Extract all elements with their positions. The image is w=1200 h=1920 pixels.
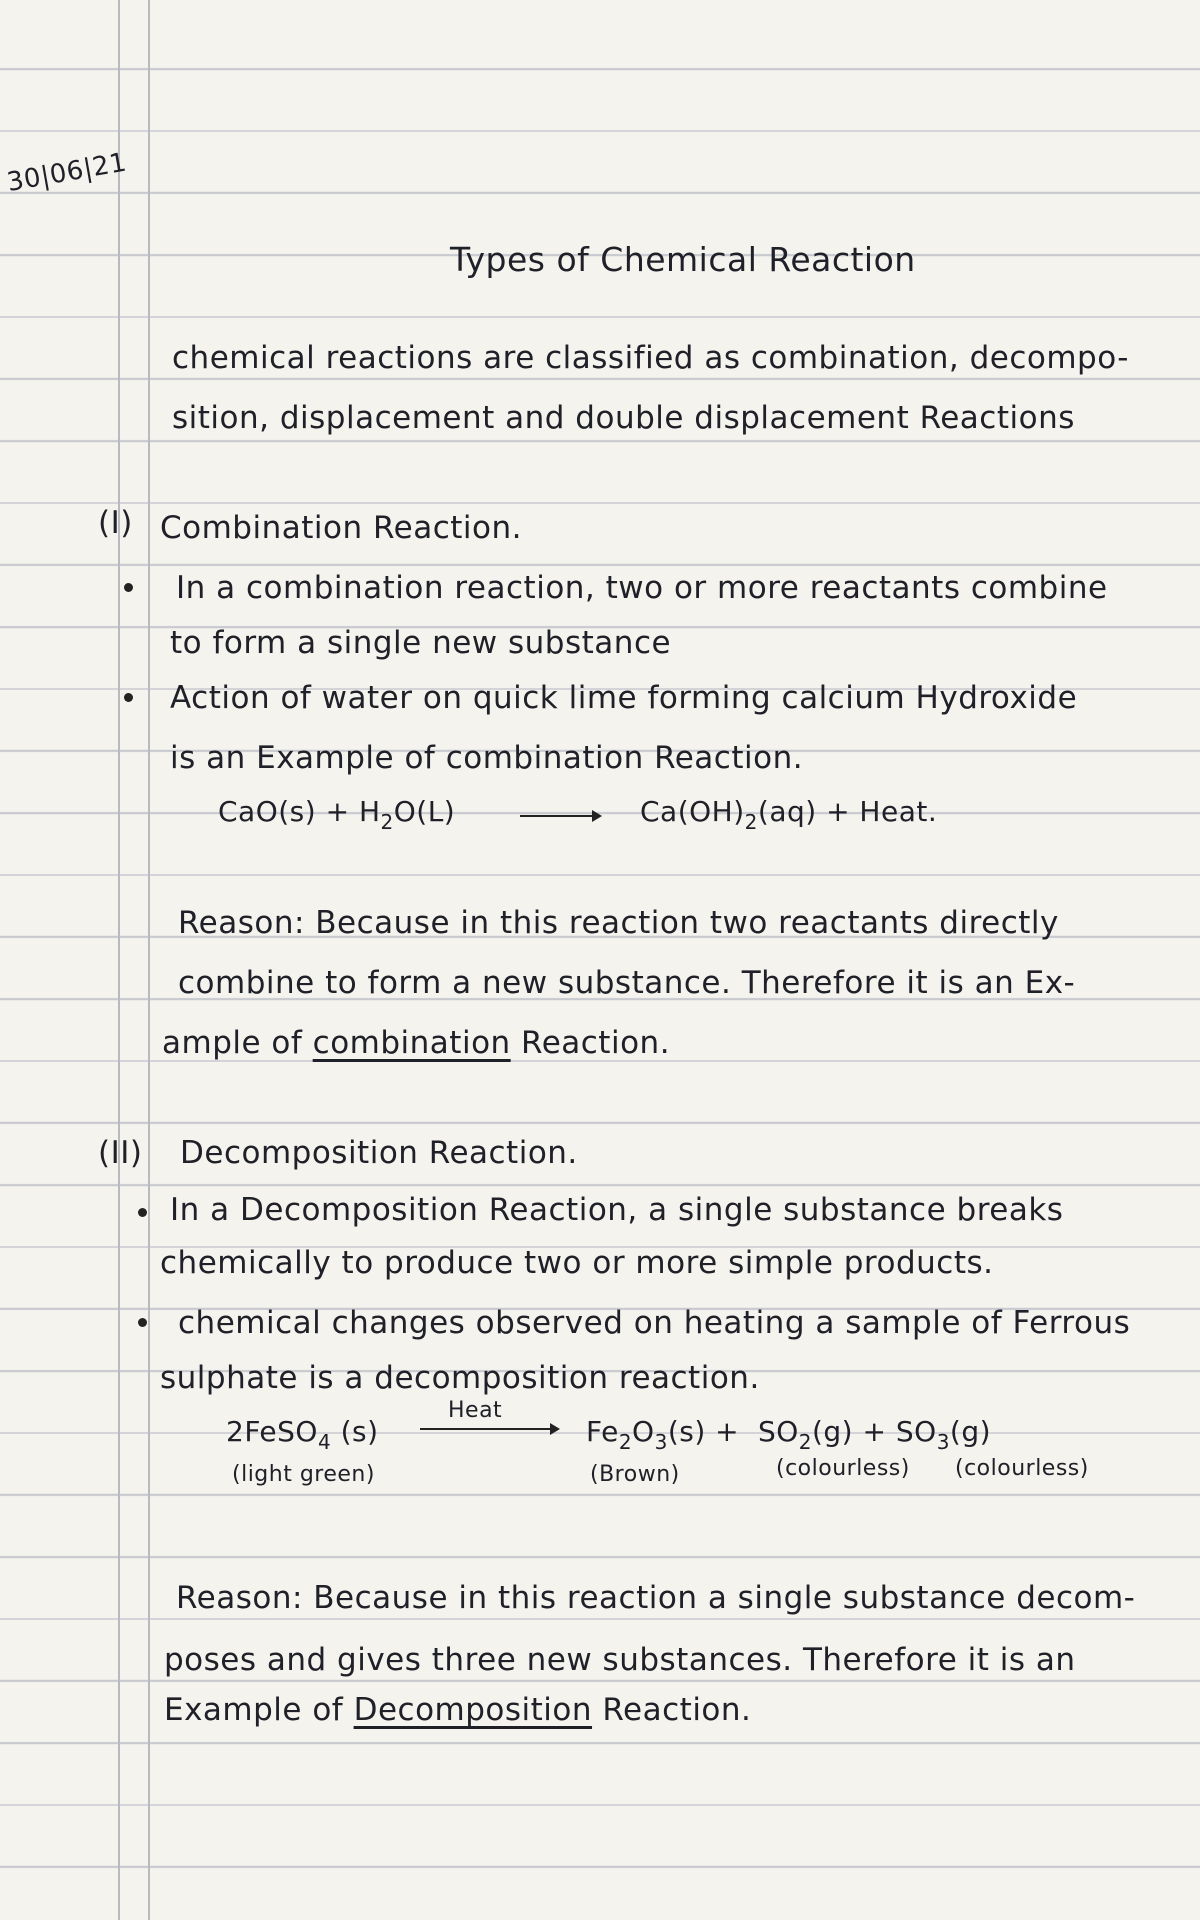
section2-reason-line3: Example of Decomposition Reaction. (164, 1692, 752, 1728)
section2-bullet2-line2: sulphate is a decomposition reaction. (160, 1360, 760, 1396)
section2-reason-line1: Reason: Because in this reaction a single substance decom- (176, 1580, 1136, 1616)
bullet-dot (138, 1318, 147, 1327)
reaction-arrow (420, 1428, 558, 1430)
section1-reason-line3: ample of combination Reaction. (162, 1025, 671, 1061)
section1-bullet2-line1: Action of water on quick lime forming calcium Hydroxide (170, 680, 1078, 716)
margin-line-inner (148, 0, 150, 1920)
bullet-dot (124, 693, 133, 702)
reaction-condition: Heat (448, 1398, 503, 1423)
note-product-3: (colourless) (955, 1456, 1089, 1481)
equation-1-right: $Ca(OH)_2(aq)$ + Heat. (640, 795, 938, 834)
note-reactant: (light green) (232, 1462, 375, 1487)
reaction-arrow (520, 815, 600, 817)
section2-bullet2-line1: chemical changes observed on heating a sample of Ferrous (178, 1305, 1131, 1341)
margin-line-outer (118, 0, 120, 1920)
section2-reason-line2: poses and gives three new substances. Therefore it is an (164, 1642, 1076, 1678)
intro-line-1: chemical reactions are classified as combination, decompo- (172, 340, 1129, 376)
section2-bullet1-line2: chemically to produce two or more simple products. (160, 1245, 994, 1281)
equation-1-left: $CaO(s) + H_2O(L)$ (218, 795, 456, 834)
intro-line-2: sition, displacement and double displacement Reactions (172, 400, 1075, 436)
section1-bullet1-line2: to form a single new substance (170, 625, 672, 661)
page-title: Types of Chemical Reaction (450, 240, 916, 279)
note-product-2: (colourless) (776, 1456, 910, 1481)
section2-heading: Decomposition Reaction. (180, 1135, 578, 1171)
section2-number: (II) (98, 1135, 143, 1171)
section1-heading: Combination Reaction. (160, 510, 522, 546)
section2-bullet1-line1: In a Decomposition Reaction, a single substance breaks (170, 1192, 1064, 1228)
equation-2-reactant: 2FeSO$_4$ (s) (226, 1415, 379, 1454)
section1-bullet2-line2: is an Example of combination Reaction. (170, 740, 804, 776)
section1-number: (I) (98, 505, 133, 541)
equation-2-products: $Fe_2O_3(s) + SO_2(g) + SO_3(g)$ (586, 1415, 992, 1454)
bullet-dot (138, 1208, 147, 1217)
date: 30|06|21 (4, 147, 129, 198)
note-product-1: (Brown) (590, 1462, 680, 1487)
section1-bullet1-line1: In a combination reaction, two or more reactants combine (176, 570, 1108, 606)
section1-reason-line1: Reason: Because in this reaction two reactants directly (178, 905, 1059, 941)
section1-reason-line2: combine to form a new substance. Therefore it is an Ex- (178, 965, 1076, 1001)
bullet-dot (124, 583, 133, 592)
